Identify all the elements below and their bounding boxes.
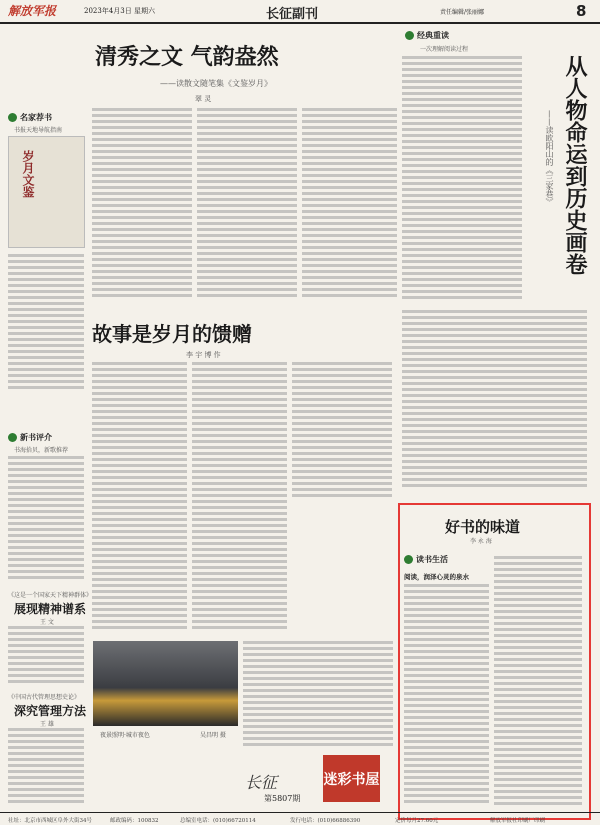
text-block <box>192 362 287 637</box>
text-block <box>404 584 489 810</box>
footer-price: 定价每月27.60元 <box>395 818 439 824</box>
text-block <box>8 254 84 394</box>
text-block <box>8 728 84 808</box>
bullet-icon <box>404 555 413 564</box>
highlight-author: 李 永 海 <box>470 538 492 545</box>
photo-credit: 吴昌明 摄 <box>200 732 226 739</box>
footer-printer: 解放军报社印刷厂印刷 <box>490 818 546 824</box>
text-block <box>197 108 297 304</box>
main-article-title: 清秀之文 气韵盎然 <box>95 44 279 70</box>
text-block <box>402 56 522 306</box>
spirit-title: 展现精神谱系 <box>14 602 87 616</box>
page-number: 8 <box>576 2 587 20</box>
highlight-lead: 阅读，润泽心灵的泉水 <box>404 573 469 581</box>
city-night-photo <box>93 641 238 726</box>
label-text: 新书评介 <box>20 432 52 442</box>
label-text: 经典重读 <box>417 30 449 40</box>
section-label-classic <box>405 30 449 41</box>
management-author: 王 雄 <box>40 721 54 728</box>
recommend-sub: 书报天地导航指南 <box>14 127 63 134</box>
issue-date: 2023年4月3日 星期六 <box>84 7 155 15</box>
bullet-icon <box>405 31 414 40</box>
footer-address: 社址：北京市西城区阜外大街34号 <box>8 818 92 824</box>
camouflage-bookstore-logo: 迷彩书屋 <box>323 755 380 802</box>
footer-zip: 邮政编码：100832 <box>110 818 159 824</box>
masthead: 解放军报 <box>8 4 57 18</box>
main-article-subtitle: ——读散文随笔集《文鉴岁月》 <box>160 79 272 88</box>
vertical-title: 从人物命运到历史画卷 <box>562 55 588 275</box>
changzheng-signature: 长征 <box>245 773 278 792</box>
text-block <box>92 362 187 637</box>
label-text: 读书生活 <box>416 554 448 564</box>
book-cover-title: 岁月文鉴 <box>21 150 35 198</box>
review-sub: 书海拾贝，新歌推荐 <box>14 447 69 454</box>
classic-sub: 一次理解阅读过程 <box>420 46 469 53</box>
main-article-author: 翠 灵 <box>195 95 212 103</box>
page-header <box>0 0 600 24</box>
issue-number: 第5807期 <box>264 794 301 803</box>
editor-credit: 责任编辑/张丽娜 <box>440 9 485 16</box>
section-label-reading-life <box>404 554 448 565</box>
text-block <box>243 641 393 751</box>
second-article-author: 李 宇 博 作 <box>186 351 221 359</box>
text-block <box>8 456 84 584</box>
spirit-author: 王 文 <box>40 619 54 626</box>
footer-distribution: 发行电话：(010)66886390 <box>290 818 361 824</box>
spirit-sub: 《这是一个国家天下精神群体》 <box>8 592 93 599</box>
footer-tel: 总编室电话：(010)66720114 <box>180 818 256 824</box>
text-block <box>494 556 582 810</box>
bullet-icon <box>8 113 17 122</box>
text-block <box>402 310 587 490</box>
highlight-title: 好书的味道 <box>445 518 521 536</box>
page-footer <box>0 812 600 825</box>
management-sub: 《中国古代管理思想史论》 <box>8 694 81 701</box>
label-text: 名家荐书 <box>20 112 52 122</box>
section-title: 长征副刊 <box>266 7 319 22</box>
section-label-review <box>8 432 52 443</box>
vertical-subtitle: ——读欧阳山的《三家巷》 <box>545 110 554 206</box>
text-block <box>8 626 84 686</box>
text-block <box>92 108 192 304</box>
text-block <box>292 362 392 502</box>
section-label-recommend <box>8 112 52 123</box>
management-title: 深究管理方法 <box>14 704 87 718</box>
second-article-title: 故事是岁月的馈赠 <box>92 322 252 346</box>
bullet-icon <box>8 433 17 442</box>
photo-caption: 夜景照明·城市夜色 <box>100 732 150 739</box>
text-block <box>302 108 397 304</box>
